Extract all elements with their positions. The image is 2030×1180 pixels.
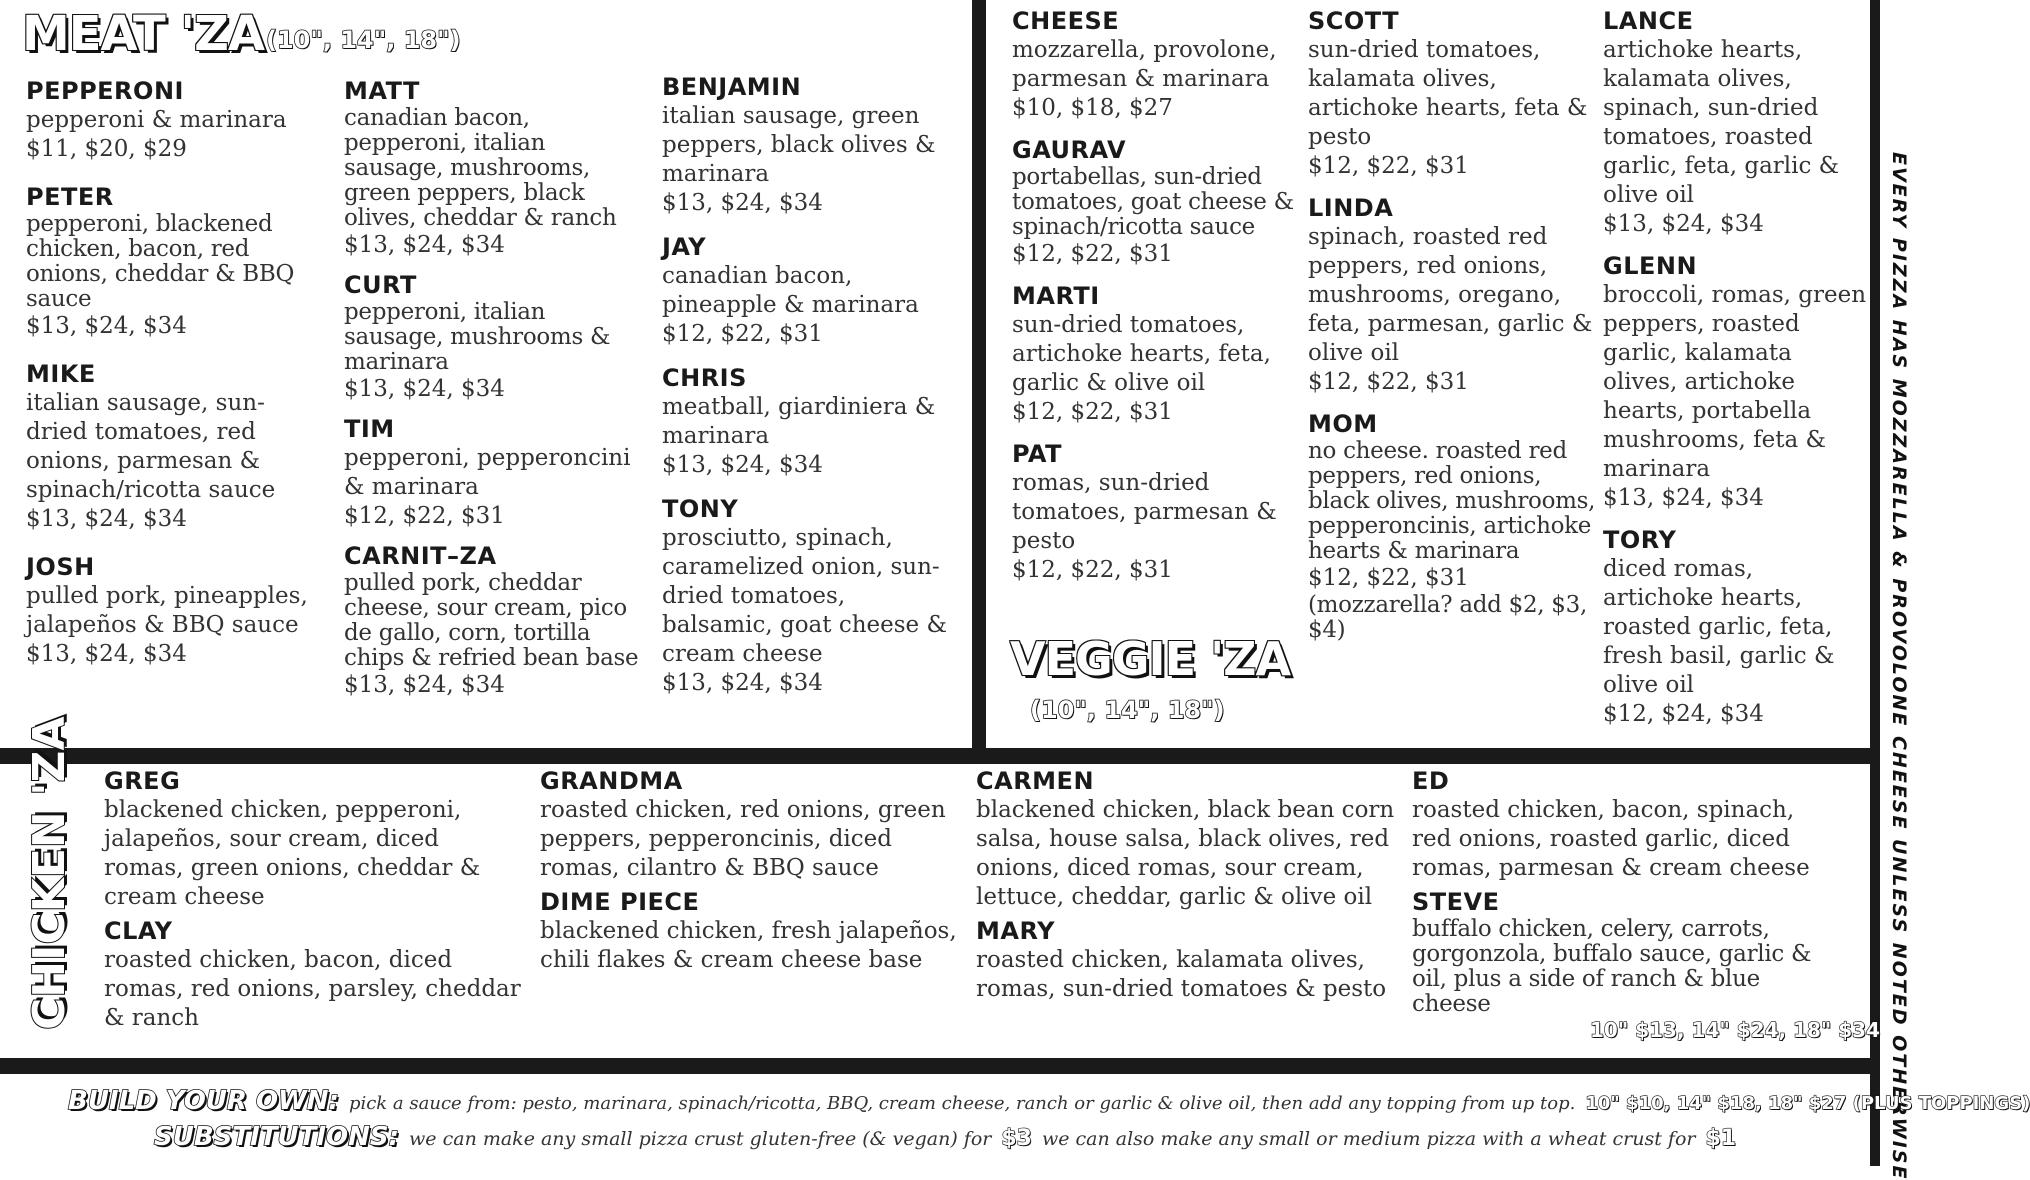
- menu-item: [1308, 409, 1598, 643]
- item-description: blackened chicken, black bean corn salsa, house salsa, black olives, red onions, diced romas, sour cream, lettuce, cheddar, garlic & olive oil: [976, 797, 1395, 910]
- menu-item: [344, 76, 644, 260]
- item-name: MARTI: [1012, 282, 1100, 310]
- item-description: spinach, roasted red peppers, red onions, mushrooms, oregano, feta, parmesan, garlic & olive oil: [1308, 224, 1593, 366]
- left-veggie-border: [982, 0, 984, 748]
- item-name: PAT: [1012, 440, 1062, 468]
- item-price: $13, $24, $34: [1603, 485, 1764, 511]
- item-description: pepperoni, pepperoncini & marinara: [344, 445, 631, 500]
- item-name: TORY: [1603, 526, 1677, 554]
- item-price: $13, $24, $34: [662, 670, 823, 696]
- item-price: $13, $24, $34: [344, 376, 505, 402]
- item-description: no cheese. roasted red peppers, red onions, black olives, mushrooms, pepperoncinis, artichoke hearts & marinara: [1308, 438, 1596, 564]
- item-description: buffalo chicken, celery, carrots, gorgonzola, buffalo sauce, garlic & oil, plus a side of ranch & blue cheese: [1412, 916, 1812, 1017]
- menu-item: [540, 887, 960, 975]
- meat-col-2: [344, 76, 644, 710]
- build-your-own-row: [68, 1086, 2030, 1116]
- item-name: TIM: [344, 415, 395, 443]
- item-name: CARMEN: [976, 767, 1095, 795]
- chicken-col-4: [1412, 766, 1832, 1021]
- item-price: $12, $22, $31: [662, 321, 823, 347]
- menu-item: [1012, 135, 1302, 269]
- item-description: pepperoni & marinara: [26, 107, 287, 133]
- item-name: CURT: [344, 271, 417, 299]
- item-name: MARY: [976, 917, 1056, 945]
- menu-item: [1412, 887, 1832, 1017]
- item-description: roasted chicken, red onions, green peppers, pepperoncinis, diced romas, cilantro & BBQ sauce: [540, 797, 946, 881]
- item-note: (mozzarella? add $2, $3, $4): [1308, 592, 1587, 643]
- item-name: TONY: [662, 495, 739, 523]
- menu-item: [1012, 6, 1302, 123]
- item-price: $10, $18, $27: [1012, 95, 1173, 121]
- item-name: STEVE: [1412, 888, 1500, 916]
- item-description: canadian bacon, pepperoni, italian sausage, mushrooms, green peppers, black olives, cheddar & ranch: [344, 105, 617, 231]
- item-price: $13, $24, $34: [662, 190, 823, 216]
- item-description: pulled pork, cheddar cheese, sour cream, pico de gallo, corn, tortilla chips & refried bean base: [344, 570, 639, 671]
- subs-text-2: we can also make any small or medium pizza with a wheat crust for: [1041, 1128, 1696, 1150]
- item-description: italian sausage, sun-dried tomatoes, red onions, parmesan & spinach/ricotta sauce: [26, 390, 276, 503]
- menu-item: [1012, 439, 1302, 585]
- menu-item: [104, 766, 524, 912]
- item-price: $11, $20, $29: [26, 136, 187, 162]
- veggie-section-title: VEGGIE 'ZA: [1010, 632, 1291, 686]
- chicken-price: 10" $13, 14" $24, 18" $34: [1590, 1018, 1881, 1042]
- menu-item: [662, 363, 962, 480]
- subs-label: SUBSTITUTIONS:: [154, 1122, 400, 1152]
- build-price: 10" $10, 14" $18, 18" $27 (PLUS TOPPINGS): [1585, 1093, 2030, 1114]
- menu-item: [26, 76, 326, 164]
- item-description: pepperoni, italian sausage, mushrooms & marinara: [344, 299, 611, 375]
- item-name: MOM: [1308, 410, 1378, 438]
- item-description: romas, sun-dried tomatoes, parmesan & pesto: [1012, 470, 1277, 554]
- right-side-bar: [1870, 0, 1880, 1166]
- item-price: $12, $22, $31: [1012, 557, 1173, 583]
- item-name: PETER: [26, 183, 114, 211]
- item-description: roasted chicken, bacon, diced romas, red onions, parsley, cheddar & ranch: [104, 947, 521, 1031]
- item-description: pulled pork, pineapples, jalapeños & BBQ sauce: [26, 583, 308, 638]
- menu-item: [976, 766, 1396, 912]
- divider-horizontal-mid: [0, 748, 1880, 764]
- item-description: sun-dried tomatoes, kalamata olives, artichoke hearts, feta & pesto: [1308, 37, 1588, 150]
- item-name: GAURAV: [1012, 136, 1127, 164]
- item-name: MATT: [344, 77, 420, 105]
- menu-item: [344, 270, 644, 404]
- menu-item: [1308, 6, 1598, 181]
- veggie-col-2: [1308, 6, 1598, 655]
- menu-item: [540, 766, 960, 883]
- meat-sizes: (10", 14", 18"): [266, 26, 461, 54]
- chicken-col-2: [540, 766, 960, 979]
- item-price: $12, $24, $34: [1603, 701, 1764, 727]
- menu-item: [26, 552, 326, 669]
- meat-col-3: [662, 72, 962, 712]
- item-name: DIME PIECE: [540, 888, 700, 916]
- build-text: pick a sauce from: pesto, marinara, spinach/ricotta, BBQ, cream cheese, ranch or garlic & olive oil, then add any topping from up top.: [348, 1093, 1576, 1114]
- item-price: $12, $22, $31: [1012, 399, 1173, 425]
- item-name: CLAY: [104, 917, 173, 945]
- menu-item: [344, 541, 644, 700]
- item-price: $12, $22, $31: [1308, 565, 1469, 591]
- item-name: BENJAMIN: [662, 73, 802, 101]
- item-description: prosciutto, spinach, caramelized onion, sun-dried tomatoes, balsamic, goat cheese & cream cheese: [662, 525, 947, 667]
- item-description: italian sausage, green peppers, black olives & marinara: [662, 103, 936, 187]
- item-price: $12, $22, $31: [1308, 153, 1469, 179]
- item-description: canadian bacon, pineapple & marinara: [662, 263, 919, 318]
- item-price: $13, $24, $34: [26, 313, 187, 339]
- menu-item: [662, 72, 962, 218]
- menu-item: [1308, 193, 1598, 397]
- menu-item: [1603, 6, 1868, 239]
- item-name: GRANDMA: [540, 767, 683, 795]
- item-description: broccoli, romas, green peppers, roasted garlic, kalamata olives, artichoke hearts, portabella mushrooms, feta & marinara: [1603, 282, 1867, 482]
- item-price: $12, $22, $31: [1308, 369, 1469, 395]
- veggie-col-3: [1603, 6, 1868, 741]
- item-name: JAY: [662, 233, 707, 261]
- item-price: $12, $22, $31: [344, 503, 505, 529]
- subs-price-2: $1: [1705, 1126, 1737, 1151]
- menu-item: [1603, 251, 1868, 513]
- item-description: diced romas, artichoke hearts, roasted garlic, feta, fresh basil, garlic & olive oil: [1603, 556, 1835, 698]
- divider-horizontal-bottom: [0, 1058, 1880, 1074]
- item-description: blackened chicken, fresh jalapeños, chili flakes & cream cheese base: [540, 918, 957, 973]
- menu-item: [344, 414, 644, 531]
- item-name: GREG: [104, 767, 181, 795]
- item-description: meatball, giardiniera & marinara: [662, 394, 936, 449]
- chicken-col-3: [976, 766, 1396, 1008]
- item-name: ED: [1412, 767, 1450, 795]
- substitutions-row: [154, 1122, 1736, 1152]
- veggie-col-1: [1012, 6, 1302, 597]
- side-note: EVERY PIZZA HAS MOZZARELLA & PROVOLONE CHEESE UNLESS NOTED OTHERWISE: [1888, 152, 1910, 1180]
- menu-item: [662, 494, 962, 698]
- item-name: LINDA: [1308, 194, 1394, 222]
- item-name: LANCE: [1603, 7, 1694, 35]
- chicken-section-title: CHICKEN 'ZA: [24, 716, 75, 1030]
- menu-item: [1603, 525, 1868, 729]
- item-name: CHRIS: [662, 364, 747, 392]
- menu-item: [976, 916, 1396, 1004]
- subs-text-1: we can make any small pizza crust gluten-free (& vegan) for: [409, 1128, 992, 1150]
- menu-item: [1412, 766, 1832, 883]
- item-price: $13, $24, $34: [344, 232, 505, 258]
- chicken-col-1: [104, 766, 524, 1037]
- item-price: $13, $24, $34: [26, 506, 187, 532]
- menu-item: [26, 182, 326, 341]
- item-price: $13, $24, $34: [1603, 211, 1764, 237]
- menu-item: [662, 232, 962, 349]
- item-name: CARNIT–ZA: [344, 542, 497, 570]
- item-description: blackened chicken, pepperoni, jalapeños, sour cream, diced romas, green onions, cheddar & cream cheese: [104, 797, 481, 910]
- item-description: sun-dried tomatoes, artichoke hearts, feta, garlic & olive oil: [1012, 312, 1271, 396]
- item-description: roasted chicken, bacon, spinach, red onions, roasted garlic, diced romas, parmesan & cream cheese: [1412, 797, 1810, 881]
- menu-item: [26, 359, 326, 534]
- item-name: PEPPERONI: [26, 77, 184, 105]
- item-description: portabellas, sun-dried tomatoes, goat cheese & spinach/ricotta sauce: [1012, 164, 1294, 240]
- item-price: $13, $24, $34: [344, 672, 505, 698]
- veggie-sizes: (10", 14", 18"): [1030, 696, 1225, 724]
- build-label: BUILD YOUR OWN:: [68, 1086, 339, 1116]
- item-price: $12, $22, $31: [1012, 241, 1173, 267]
- item-price: $13, $24, $34: [662, 452, 823, 478]
- menu-item: [104, 916, 524, 1033]
- item-name: JOSH: [26, 553, 95, 581]
- menu-item: [1012, 281, 1302, 427]
- item-name: CHEESE: [1012, 7, 1120, 35]
- item-name: SCOTT: [1308, 7, 1400, 35]
- item-description: artichoke hearts, kalamata olives, spinach, sun-dried tomatoes, roasted garlic, feta, garlic & olive oil: [1603, 37, 1840, 208]
- meat-section-title: MEAT 'ZA: [22, 6, 265, 62]
- item-price: $13, $24, $34: [26, 641, 187, 667]
- item-description: pepperoni, blackened chicken, bacon, red onions, cheddar & BBQ sauce: [26, 211, 295, 312]
- item-name: GLENN: [1603, 252, 1698, 280]
- item-description: mozzarella, provolone, parmesan & marinara: [1012, 37, 1277, 92]
- meat-col-1: [26, 76, 326, 687]
- item-description: roasted chicken, kalamata olives, romas, sun-dried tomatoes & pesto: [976, 947, 1387, 1002]
- item-name: MIKE: [26, 360, 96, 388]
- subs-price-1: $3: [1001, 1126, 1032, 1151]
